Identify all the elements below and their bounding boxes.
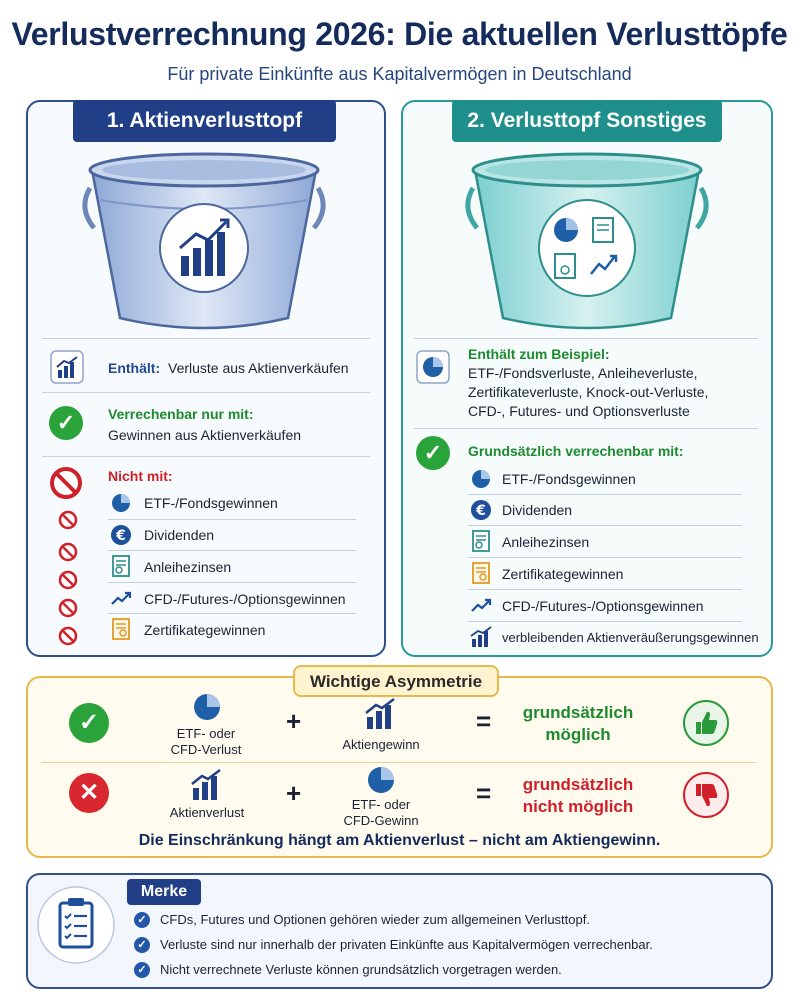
asym-row1-b: Aktiengewinn: [342, 737, 420, 752]
bar-chart-icon: [50, 350, 84, 384]
offset-item-label: Anleihezinsen: [502, 534, 590, 550]
asym-row2-result: grundsätzlich nicht möglich: [522, 775, 634, 816]
trend-icon: [110, 587, 132, 609]
not-item-label: Zertifikategewinnen: [144, 622, 266, 638]
sonstiges-offset-label: Grundsätzlich verrechenbar mit:: [468, 443, 684, 459]
plus-sign: +: [286, 778, 302, 808]
divider: [42, 456, 370, 457]
check-icon: ✓: [69, 703, 109, 743]
equals-sign: =: [476, 778, 492, 808]
asym-row1-result: grundsätzlich möglich: [522, 703, 634, 744]
divider: [108, 550, 356, 551]
thumbs-down-icon: [683, 772, 729, 818]
bar-chart-icon: [364, 697, 398, 731]
prohibited-icon: [58, 542, 78, 562]
clipboard-icon: [36, 885, 116, 965]
prohibited-icon: [58, 598, 78, 618]
divider: [42, 338, 370, 339]
asym-row1-a: ETF- oder CFD-Verlust: [170, 726, 242, 757]
certificate-icon: [470, 530, 492, 552]
divider: [42, 762, 756, 763]
list-item: [58, 542, 78, 567]
check-icon: ✓: [134, 912, 150, 928]
svg-text:€: €: [116, 528, 126, 544]
pie-chart-icon: [416, 350, 450, 384]
merke-item: Nicht verrechnete Verluste können grundsätzlich vorgetragen werden.: [160, 962, 562, 977]
pie-chart-icon: [366, 765, 396, 795]
check-icon: ✓: [134, 937, 150, 953]
not-item-label: Dividenden: [144, 527, 215, 543]
offset-item-label: CFD-/Futures-/Optionsgewinnen: [502, 598, 704, 614]
divider: [468, 621, 742, 622]
divider: [108, 519, 356, 520]
divider: [468, 525, 742, 526]
offset-item-label: verbleibenden Aktienveräußerungsgewinnen: [502, 630, 759, 645]
offset-item-label: Dividenden: [502, 502, 573, 518]
aktien-contains-label: Enthält:: [108, 360, 161, 376]
list-item: [58, 510, 78, 535]
svg-text:€: €: [476, 503, 486, 519]
list-item: [58, 626, 78, 651]
merke-item: Verluste sind nur innerhalb der privaten Einkünfte aus Kapitalvermögen verrechenbar.: [160, 937, 653, 952]
divider: [468, 494, 742, 495]
prohibited-icon: [58, 626, 78, 646]
divider: [468, 589, 742, 590]
sonstiges-contains-label: Enthält zum Beispiel:: [468, 346, 610, 362]
prohibited-icon: [58, 510, 78, 530]
sonstiges-contains-line: CFD-, Futures- und Optionsverluste: [468, 403, 690, 419]
check-icon: ✓: [49, 406, 83, 440]
divider: [42, 392, 370, 393]
pie-chart-icon: [110, 492, 132, 514]
list-item: [58, 570, 78, 595]
cross-icon: ✕: [69, 773, 109, 813]
divider: [414, 428, 758, 429]
check-icon: ✓: [134, 962, 150, 978]
sonstiges-panel-title: 2. Verlusttopf Sonstiges: [452, 100, 722, 142]
equals-sign: =: [476, 706, 492, 736]
asymmetry-title: Wichtige Asymmetrie: [293, 665, 499, 697]
aktien-not-label: Nicht mit:: [108, 468, 173, 484]
offset-item-label: ETF-/Fondsgewinnen: [502, 471, 636, 487]
page-subtitle: Für private Einkünfte aus Kapitalvermögen in Deutschland: [167, 64, 632, 84]
euro-icon: [470, 499, 492, 521]
not-item-label: CFD-/Futures-/Optionsgewinnen: [144, 591, 346, 607]
divider: [108, 613, 356, 614]
aktien-contains-text: Verluste aus Aktienverkäufen: [168, 360, 349, 376]
merke-title: Merke: [127, 879, 201, 905]
check-icon: ✓: [416, 436, 450, 470]
aktien-offset-label: Verrechenbar nur mit:: [108, 406, 254, 422]
prohibited-icon: [49, 466, 83, 500]
pie-chart-icon: [470, 468, 492, 490]
not-item-label: ETF-/Fondsgewinnen: [144, 495, 278, 511]
not-item-label: Anleihezinsen: [144, 559, 232, 575]
divider: [414, 338, 758, 339]
document-icon: [470, 562, 492, 584]
teal-bucket-icon: [459, 148, 715, 332]
page-title: Verlustverrechnung 2026: Die aktuellen Verlusttöpfe: [11, 16, 788, 52]
divider: [468, 557, 742, 558]
asymmetry-box: [26, 676, 773, 858]
certificate-icon: [110, 555, 132, 577]
list-item: [58, 598, 78, 623]
aktien-panel-title: 1. Aktienverlusttopf: [73, 100, 336, 142]
aktien-offset-text: Gewinnen aus Aktienverkäufen: [108, 427, 302, 443]
sonstiges-contains-line: Zertifikateverluste, Knock-out-Verluste,: [468, 384, 709, 400]
divider: [108, 582, 356, 583]
bar-chart-icon: [470, 626, 492, 648]
offset-item-label: Zertifikategewinnen: [502, 566, 624, 582]
document-icon: [110, 618, 132, 640]
asym-row2-b: ETF- oder CFD-Gewinn: [343, 797, 419, 828]
bar-chart-icon: [190, 768, 224, 802]
trend-icon: [470, 594, 492, 616]
plus-sign: +: [286, 706, 302, 736]
thumbs-up-icon: [683, 700, 729, 746]
sonstiges-contains-line: ETF-/Fondsverluste, Anleiheverluste,: [468, 365, 698, 381]
prohibited-icon: [58, 570, 78, 590]
pie-chart-icon: [192, 692, 222, 722]
asym-row2-a: Aktienverlust: [169, 805, 245, 820]
merke-item: CFDs, Futures und Optionen gehören wieder zum allgemeinen Verlusttopf.: [160, 912, 590, 927]
blue-bucket-icon: [76, 148, 332, 332]
euro-icon: [110, 524, 132, 546]
asymmetry-note: Die Einschränkung hängt am Aktienverlust – nicht am Aktiengewinn.: [138, 832, 661, 849]
